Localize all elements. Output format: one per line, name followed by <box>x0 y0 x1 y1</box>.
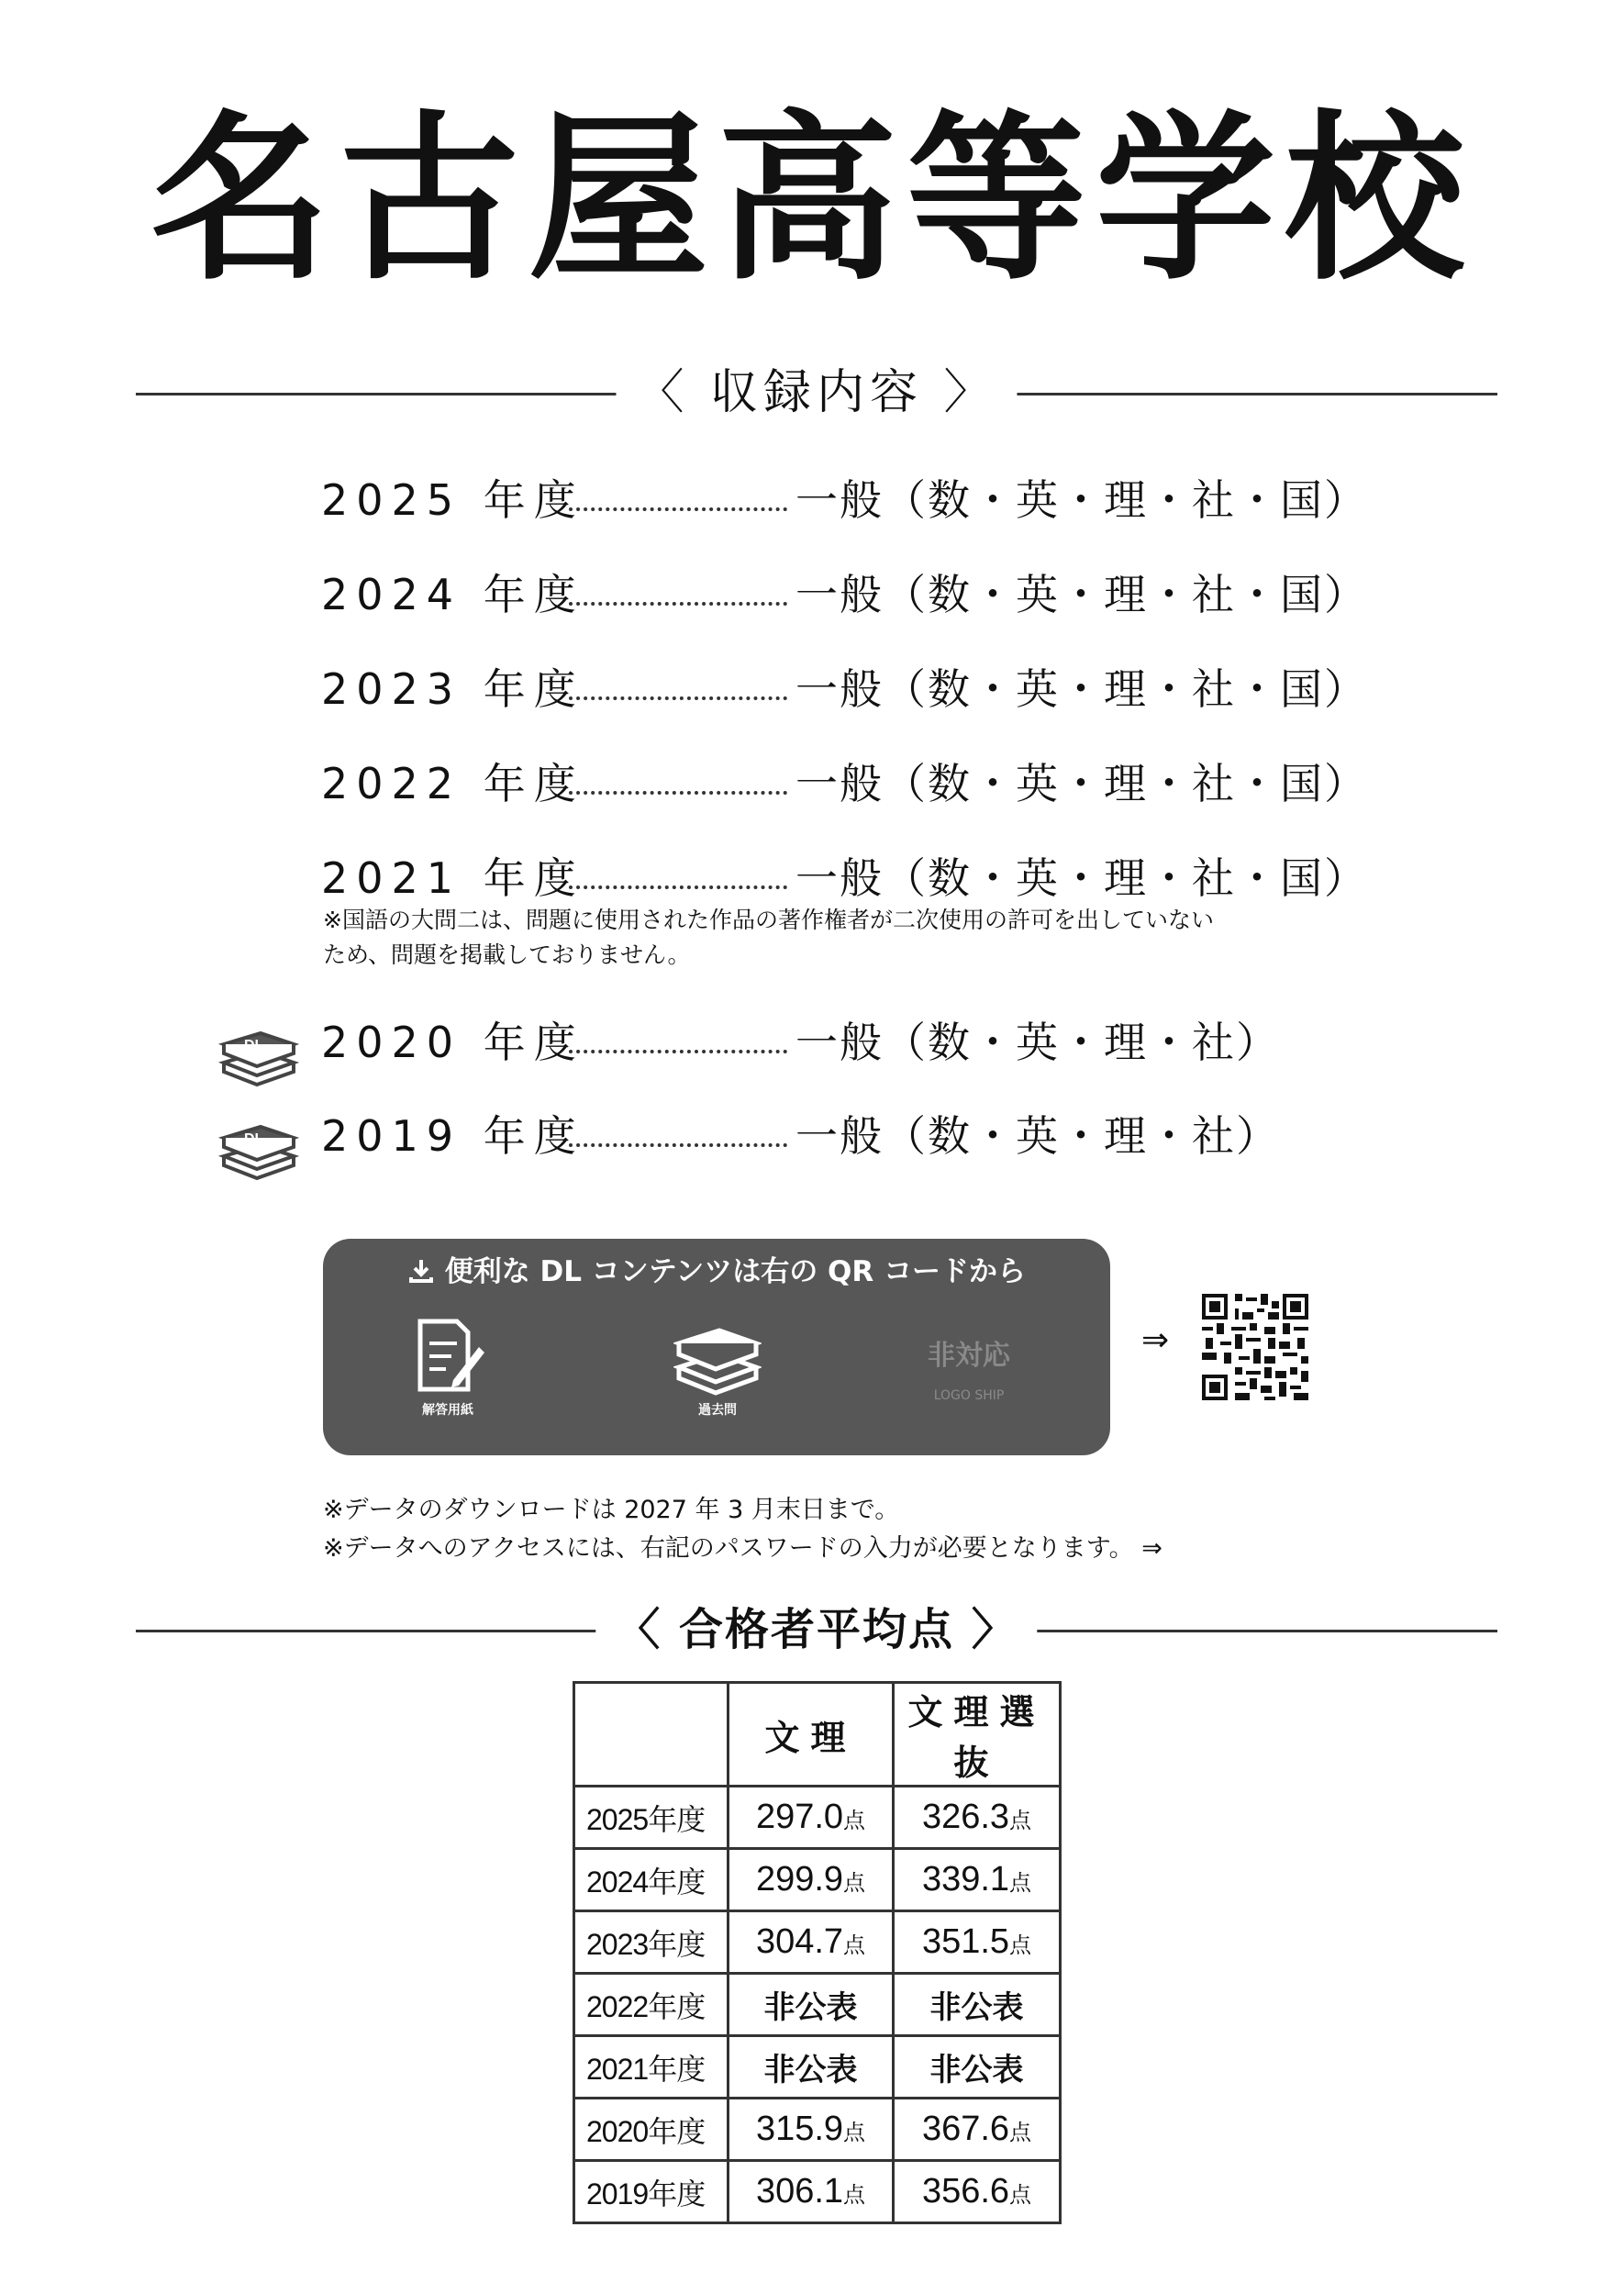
download-note-line1: ※データのダウンロードは 2027 年 3 月末日まで。 <box>323 1496 900 1524</box>
dot-leader <box>569 696 787 700</box>
row-year: 2020年度 <box>574 2099 729 2161</box>
score-senbatsu: 339.1点 <box>894 1849 1061 1911</box>
entry-year: 2024 年度 <box>321 570 584 619</box>
entry-2025 <box>321 468 1422 532</box>
entry-year: 2022 年度 <box>321 759 584 808</box>
contents-heading-label: 〈 収録内容 〉 <box>616 356 1017 429</box>
entry-2023 <box>321 657 1422 721</box>
entry-2024 <box>321 562 1422 627</box>
table-row <box>574 1974 1061 2036</box>
dl-item-caption: LOGO SHIP <box>933 1388 1005 1403</box>
download-icon <box>407 1255 445 1288</box>
score-heading-label: 〈 合格者平均点 〉 <box>595 1593 1037 1666</box>
row-year: 2024年度 <box>574 1849 729 1911</box>
score-senbatsu: 367.6点 <box>894 2099 1061 2161</box>
dl-books-icon[interactable] <box>217 1108 299 1182</box>
document-pen-icon <box>409 1316 486 1398</box>
score-table <box>573 1681 1062 2224</box>
score-bunri: 297.0点 <box>729 1787 894 1849</box>
table-header-cell <box>574 1683 729 1787</box>
table-row <box>574 2161 1061 2223</box>
entry-2021 <box>321 846 1422 910</box>
entry-year: 2020 年度 <box>321 1018 584 1067</box>
score-senbatsu: 326.3点 <box>894 1787 1061 1849</box>
entry-subjects: 一般（数・英・理・社・国） <box>795 853 1368 903</box>
dl-contents-panel <box>323 1239 1110 1455</box>
entry-subjects: 一般（数・英・理・社） <box>795 1018 1280 1067</box>
score-bunri: 306.1点 <box>729 2161 894 2223</box>
entry-year: 2021 年度 <box>321 853 584 903</box>
page-title: 名古屋高等学校 <box>150 95 1474 305</box>
score-bunri: 299.9点 <box>729 1849 894 1911</box>
entry-2019 <box>321 1104 1422 1168</box>
score-senbatsu: 非公表 <box>894 1974 1061 2036</box>
dot-leader <box>569 507 787 511</box>
entry-subjects: 一般（数・英・理・社・国） <box>795 664 1368 714</box>
qr-code-icon[interactable] <box>1202 1294 1308 1400</box>
score-bunri: 非公表 <box>729 2036 894 2099</box>
row-year: 2023年度 <box>574 1911 729 1974</box>
score-bunri: 非公表 <box>729 1974 894 2036</box>
table-row <box>574 1849 1061 1911</box>
entry-subjects: 一般（数・英・理・社・国） <box>795 759 1368 808</box>
arrow-to-qr: ⇒ <box>1141 1321 1170 1359</box>
entry-subjects: 一般（数・英・理・社） <box>795 1111 1280 1161</box>
table-header-cell: 文理選抜 <box>894 1683 1061 1787</box>
entry-subjects: 一般（数・英・理・社・国） <box>795 475 1368 525</box>
dl-item-answer-sheet[interactable] <box>384 1316 512 1444</box>
table-header-cell: 文理 <box>729 1683 894 1787</box>
dot-leader <box>569 1050 787 1053</box>
table-row <box>574 1911 1061 1974</box>
table-row <box>574 1787 1061 1849</box>
books-icon <box>673 1316 762 1398</box>
score-bunri: 315.9点 <box>729 2099 894 2161</box>
dl-books-icon[interactable] <box>217 1015 299 1088</box>
note-2021-line2: ため、問題を掲載しておりません。 <box>323 941 691 968</box>
entry-2020 <box>321 1010 1422 1075</box>
contents-heading <box>136 356 1497 429</box>
dl-item-caption: 解答用紙 <box>422 1403 473 1418</box>
table-row <box>574 2099 1061 2161</box>
entry-2022 <box>321 752 1422 816</box>
table-row <box>574 2036 1061 2099</box>
entry-year: 2019 年度 <box>321 1111 584 1161</box>
dot-leader <box>569 602 787 606</box>
download-note-line2: ※データへのアクセスには、右記のパスワードの入力が必要となります。 ⇒ <box>323 1534 1162 1563</box>
note-2021-line1: ※国語の大問二は、問題に使用された作品の著作権者が二次使用の許可を出していない <box>323 907 1214 933</box>
row-year: 2021年度 <box>574 2036 729 2099</box>
dot-leader <box>569 1143 787 1147</box>
row-year: 2025年度 <box>574 1787 729 1849</box>
dl-item-logo[interactable] <box>905 1316 1033 1444</box>
score-senbatsu: 356.6点 <box>894 2161 1061 2223</box>
dl-panel-heading-text: 便利な DL コンテンツは右の QR コードから <box>444 1255 1027 1288</box>
dl-item-caption: 過去問 <box>698 1403 737 1418</box>
dl-panel-heading <box>323 1252 1110 1292</box>
dot-leader <box>569 885 787 889</box>
dl-icon-label: DL <box>244 1038 264 1053</box>
dot-leader <box>569 791 787 795</box>
row-year: 2019年度 <box>574 2161 729 2223</box>
logo-icon: 非対応 <box>928 1340 1010 1372</box>
score-heading <box>136 1593 1497 1666</box>
entry-year: 2023 年度 <box>321 664 584 714</box>
row-year: 2022年度 <box>574 1974 729 2036</box>
score-senbatsu: 351.5点 <box>894 1911 1061 1974</box>
dl-item-past-exams[interactable] <box>653 1316 782 1444</box>
entry-year: 2025 年度 <box>321 475 584 525</box>
table-header-row <box>574 1683 1061 1787</box>
score-bunri: 304.7点 <box>729 1911 894 1974</box>
entry-subjects: 一般（数・英・理・社・国） <box>795 570 1368 619</box>
score-senbatsu: 非公表 <box>894 2036 1061 2099</box>
dl-icon-label: DL <box>244 1131 264 1147</box>
